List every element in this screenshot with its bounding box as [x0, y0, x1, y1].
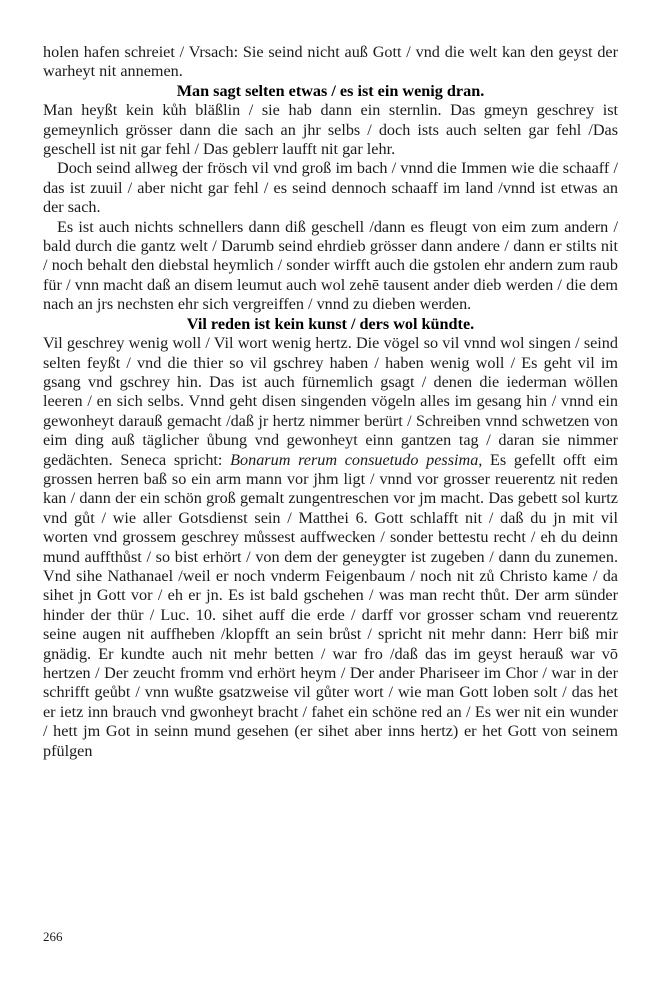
body-paragraph-3: Doch seind allweg der frösch vil vnd groß im bach / vnnd die Immen wie die schaaff / das ist zuuil / aber nicht gar fehl / es seind dennoch schaaff im land /vnnd ist etwas an der sach.: [43, 159, 618, 217]
text-block: [43, 43, 618, 761]
section-heading-2: Vil reden ist kein kunst / ders wol kündte.: [186, 314, 475, 333]
body-paragraph-intro: holen hafen schreiet / Vrsach: Sie seind nicht auß Gott / vnd die welt kan den geyst der warheyt nit annemen.: [43, 43, 618, 81]
body-paragraph-5: [43, 334, 618, 761]
page-number: 266: [43, 929, 63, 944]
paragraph-5-latin-quote: Bonarum rerum consuetudo pessima,: [230, 450, 483, 469]
paragraph-5-segment-pre: Vil geschrey wenig woll / Vil wort wenig hertz. Die vögel so vil vnnd wol singen / seind selten feyßt / vnd die thier so vil gschrey haben / haben wenig woll / Es geht vil im gsang vnd gschrey hin. Das ist auch fürnemlich gsagt / denen die iederman wöllen leeren / en sich selbs. Vnnd geht disen singenden vögeln alles im gesang hin / vnnd ein gewonheyt darauß gemacht /daß jr hertz nimmer berürt / Schreiben vnnd schwetzen von eim ding auß täglicher ůbung vnd gewonheyt einn gantzen tag / daran sie nimmer gedächten. Seneca spricht:: [43, 334, 618, 469]
paragraph-5-segment-post: Es gefellt offt eim grossen herren baß so ein arm mann vor jhm ligt / vnnd vor grosser reuerentz nit reden kan / dann der ein schön groß gemalt zungentreschen vor jm macht. Das gebett sol kurtz vnd gůt / wie aller Gotsdienst sein / Matthei 6. Gott schlafft nit / daß du jn mit vil worten vnd grossem geschrey můssest auffwecken / sonder bettestu recht / eh du deinn mund auffthůst / so bist erhört / von dem der geneygter ist zugeben / dann du zunemen. Vnd sihe Nathanael /weil er noch vnderm Feigenbaum / noch nit zů Christo kame / da sihet jn Gott vor / eh er jn. Es ist bald gschehen / was man recht thůt. Der arm sünder hinder der thür / Luc. 10. sihet auff die erde / darff vor grosser scham vnd reuerentz seine augen nit auffheben /klopfft an sein brůst / spricht nit mehr dann: Herr biß mir gnädig. Er kundte auch nit mehr betten / war fro /daß das im geyst herauß war vō hertzen / Der zeucht fromm vnd erhört heym / Der ander Phariseer im Chor / war in der schrifft geůbt / vnn wußte gsatzweise vil gůter wort / wie man Gott loben solt / das het er ietz inn brauch vnd gwonheyt bracht / fahet ein schöne red an / Es wer nit ein wunder / hett jm Got in seinn mund gesehen (er sihet aber inns hertz) er het Gott von seinem pfülgen: [43, 450, 619, 760]
section-heading-1: Man sagt selten etwas / es ist ein wenig dran.: [176, 81, 485, 100]
body-paragraph-2: Man heyßt kein kůh bläßlin / sie hab dann ein sternlin. Das gmeyn geschrey ist gemeynlich grösser dann die sach an jhr selbs / doch ists auch selten gar fehl /Das geschell ist nit gar fehl / Das geblerr laufft nit gar lehr.: [43, 101, 618, 159]
body-paragraph-4: Es ist auch nichts schnellers dann diß geschell /dann es fleugt von eim zum andern / bald durch die gantz welt / Darumb seind ehrdieb grösser dann andere / dann er stilts nit / noch behalt den diebstal heymlich / sonder wirfft auch die gstolen ehr andern zum raub für / vnn macht daß an disem leumut auch wol zehē tausent ander dieb werden / die dem nach an jrs nechsten ehr sich vergreiffen / vnnd zu dieben werden.: [43, 217, 618, 314]
